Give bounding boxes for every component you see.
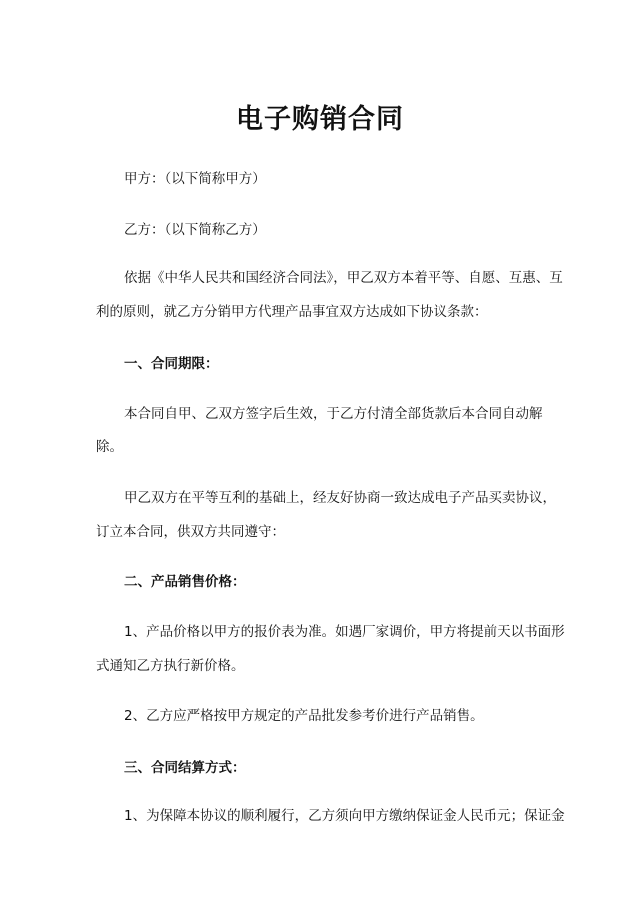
document-title: 电子购销合同	[236, 104, 404, 135]
intro-line-2: 利的原则，就乙方分销甲方代理产品事宜双方达成如下协议条款：	[96, 304, 488, 320]
settlement-line-1: 1、为保障本协议的顺利履行，乙方须向甲方缴纳保证金人民币元；保证金	[124, 808, 565, 824]
price-line-1a: 1、产品价格以甲方的报价表为准。如遇厂家调价，甲方将提前天以书面形	[124, 624, 565, 640]
section-1-heading: 一、合同期限：	[124, 356, 219, 372]
party-b-line: 乙方：（以下简称乙方）	[124, 222, 266, 238]
section-2-heading: 二、产品销售价格：	[124, 574, 246, 590]
party-a-line: 甲方：（以下简称甲方）	[124, 171, 266, 187]
basis-line-2: 订立本合同，供双方共同遵守：	[96, 524, 285, 540]
price-line-1b: 式通知乙方执行新价格。	[96, 658, 245, 674]
intro-line-1: 依据《中华人民共和国经济合同法》，甲乙双方本着平等、自愿、互惠、互	[124, 270, 563, 286]
price-line-2: 2、乙方应严格按甲方规定的产品批发参考价进行产品销售。	[124, 708, 484, 724]
section-3-heading: 三、合同结算方式：	[124, 760, 246, 776]
term-line-1: 本合同自甲、乙双方签字后生效，于乙方付清全部货款后本合同自动解	[124, 406, 543, 422]
basis-line-1: 甲乙双方在平等互利的基础上，经友好协商一致达成电子产品买卖协议，	[124, 490, 556, 506]
term-line-2: 除。	[96, 439, 123, 455]
